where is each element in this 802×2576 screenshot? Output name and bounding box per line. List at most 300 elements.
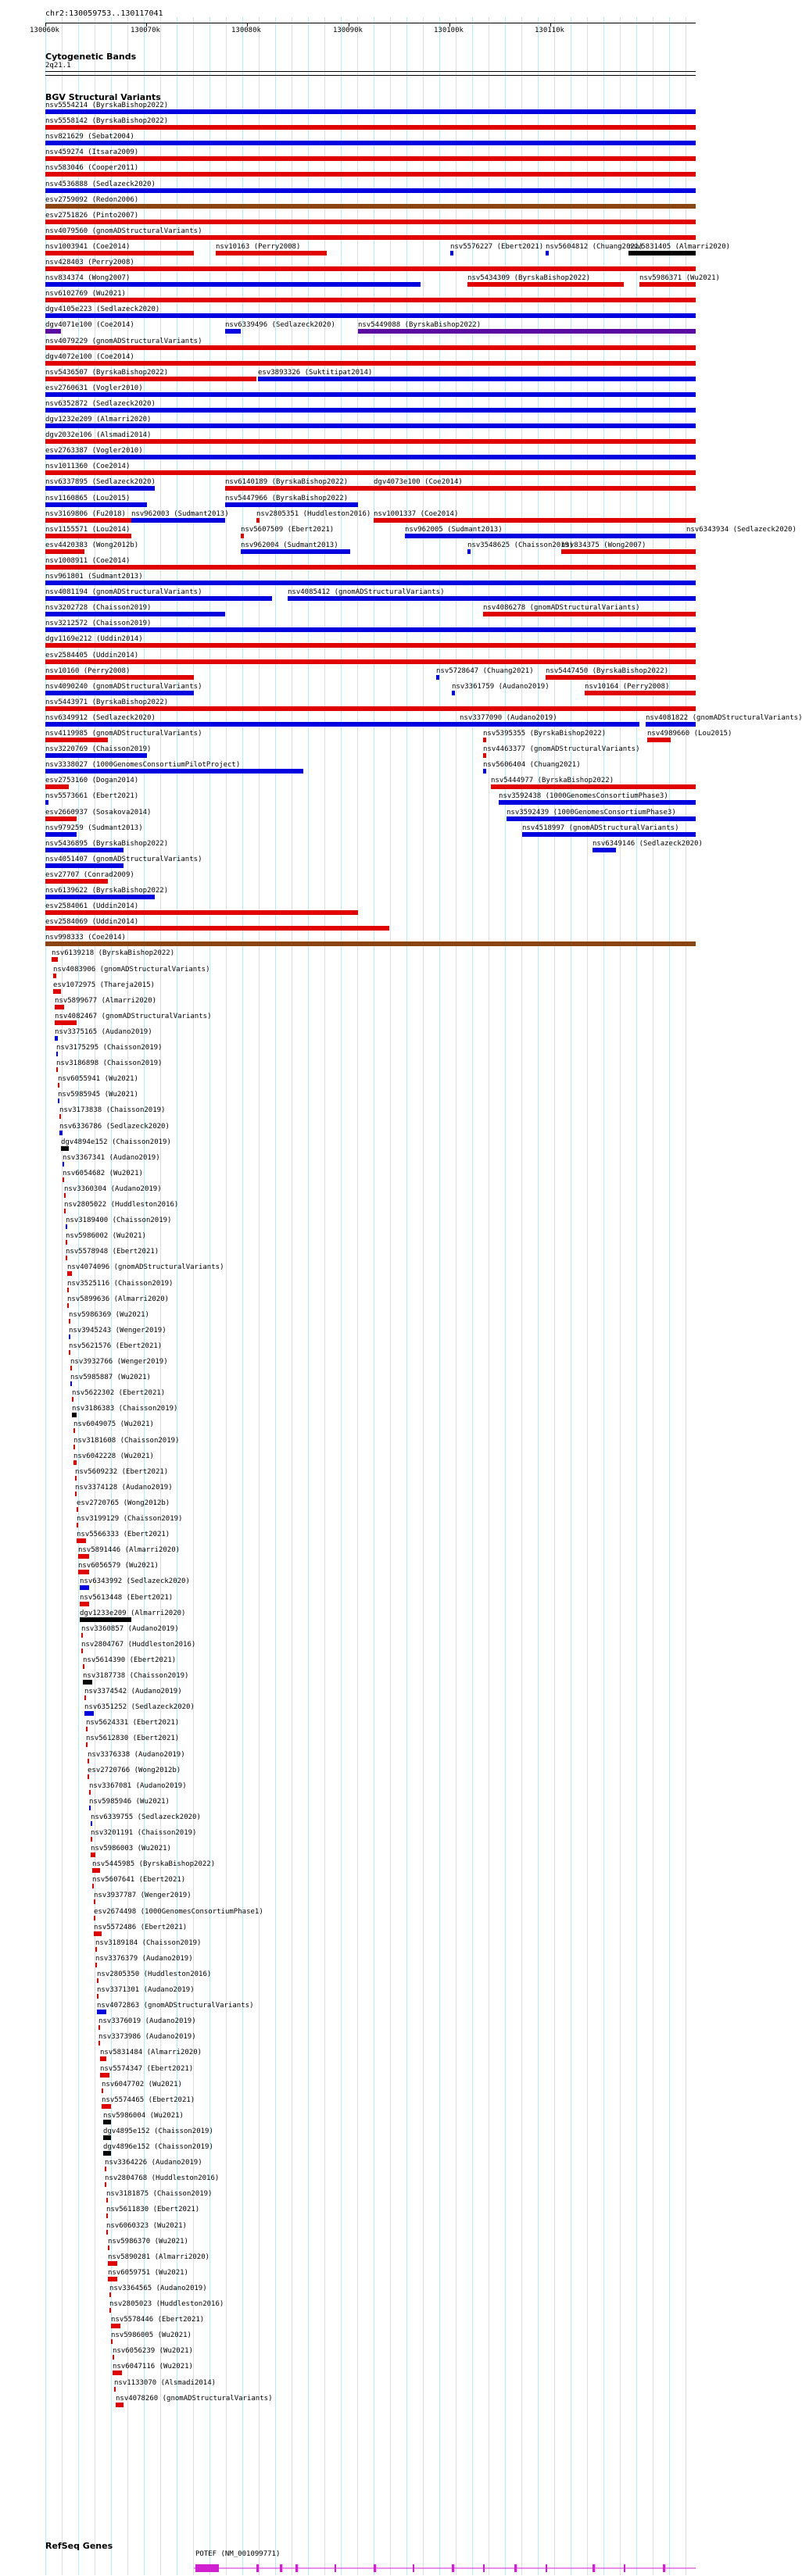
sv-feature-bar[interactable] [114,2387,116,2392]
sv-feature-bar[interactable] [499,800,696,805]
sv-feature-label[interactable]: nsv6102769 (Wu2021) [45,290,126,298]
sv-feature-bar[interactable] [105,2182,106,2187]
sv-feature-bar[interactable] [67,1303,69,1308]
sv-feature-label[interactable]: nsv10163 (Perry2008) [216,242,301,251]
sv-feature-bar[interactable] [45,204,696,209]
sv-feature-bar[interactable] [100,2073,109,2078]
sv-feature-label[interactable]: nsv5578446 (Ebert2021) [111,2316,205,2324]
sv-feature-label[interactable]: nsv6349912 (Sedlazeck2020) [45,713,156,722]
sv-feature-bar[interactable] [86,1727,88,1731]
sv-feature-bar[interactable] [483,753,486,758]
sv-feature-bar[interactable] [45,784,69,789]
sv-feature-label[interactable]: nsv6047116 (Wu2021) [113,2363,193,2371]
sv-feature-label[interactable]: nsv4463377 (gnomADStructuralVariants) [483,745,640,754]
sv-feature-label[interactable]: dgv4105e223 (Sedlazeck2020) [45,305,160,314]
sv-feature-label[interactable]: nsv961801 (Sudmant2013) [45,573,143,581]
sv-feature-bar[interactable] [45,769,303,774]
sv-feature-bar[interactable] [75,1476,77,1481]
sv-feature-label[interactable]: nsv3376019 (Audano2019) [98,2017,196,2026]
sv-feature-bar[interactable] [45,627,696,632]
sv-feature-bar[interactable] [45,345,696,350]
sv-feature-label[interactable]: nsv5558142 (ByrskaBishop2022) [45,117,169,126]
sv-feature-label[interactable]: nsv962004 (Sudmant2013) [241,541,338,549]
sv-feature-label[interactable]: nsv3199129 (Chaisson2019) [77,1515,183,1523]
sv-feature-bar[interactable] [45,832,77,837]
sv-feature-bar[interactable] [45,188,696,193]
sv-feature-label[interactable]: nsv6139622 (ByrskaBishop2022) [45,887,169,895]
sv-feature-bar[interactable] [95,1963,97,1967]
sv-feature-label[interactable]: nsv6343992 (Sedlazeck2020) [80,1577,190,1586]
sv-feature-label[interactable]: nsv1008911 (Coe2014) [45,556,131,565]
sv-feature-bar[interactable] [53,974,56,978]
sv-feature-label[interactable]: nsv2805350 (Huddleston2016) [97,1970,212,1978]
sv-feature-label[interactable]: nsv4083906 (gnomADStructuralVariants) [53,965,210,974]
sv-feature-label[interactable]: nsv5890281 (Almarri2020) [108,2253,210,2261]
sv-feature-label[interactable]: dgv4072e100 (Coe2014) [45,352,134,361]
sv-feature-bar[interactable] [467,282,624,287]
sv-feature-bar[interactable] [45,125,696,130]
sv-feature-label[interactable]: nsv5447966 (ByrskaBishop2022) [225,494,349,502]
sv-feature-label[interactable]: nsv3374128 (Audano2019) [75,1483,173,1492]
sv-feature-label[interactable]: nsv459274 (Itsara2009) [45,148,139,157]
sv-feature-bar[interactable] [66,1240,67,1245]
sv-feature-bar[interactable] [452,691,455,695]
sv-feature-label[interactable]: nsv3367081 (Audano2019) [89,1781,187,1790]
sv-feature-label[interactable]: nsv3367341 (Audano2019) [63,1153,160,1162]
sv-feature-label[interactable]: nsv5622302 (Ebert2021) [72,1389,166,1398]
sv-feature-label[interactable]: nsv1003941 (Coe2014) [45,242,131,251]
sv-feature-bar[interactable] [45,141,696,145]
sv-feature-bar[interactable] [483,738,486,742]
sv-feature-bar[interactable] [45,691,194,695]
sv-feature-bar[interactable] [45,220,696,224]
sv-feature-label[interactable]: nsv6060323 (Wu2021) [106,2221,187,2230]
sv-feature-bar[interactable] [70,1366,72,1370]
sv-feature-bar[interactable] [102,2104,111,2109]
sv-feature-bar[interactable] [45,266,696,271]
sv-feature-label[interactable]: nsv5576227 (Ebert2021) [450,242,544,251]
sv-feature-bar[interactable] [546,675,696,680]
sv-feature-label[interactable]: nsv3376379 (Audano2019) [95,1954,193,1963]
sv-feature-label[interactable]: nsv6336786 (Sedlazeck2020) [59,1122,170,1131]
sv-feature-label[interactable]: nsv6339755 (Sedlazeck2020) [91,1813,201,1821]
sv-feature-bar[interactable] [45,361,696,366]
sv-feature-bar[interactable] [45,408,696,413]
sv-feature-bar[interactable] [72,1397,73,1402]
sv-feature-bar[interactable] [45,863,124,868]
sv-feature-bar[interactable] [546,251,549,255]
sv-feature-label[interactable]: esv2584405 (Uddin2014) [45,651,139,659]
sv-feature-bar[interactable] [58,1083,59,1088]
sv-feature-bar[interactable] [45,800,48,805]
sv-feature-label[interactable]: nsv4119985 (gnomADStructuralVariants) [45,730,202,738]
sv-feature-bar[interactable] [45,392,696,397]
sv-feature-label[interactable]: dgv4071e100 (Coe2014) [45,321,134,330]
sv-feature-bar[interactable] [106,2213,108,2218]
sv-feature-label[interactable]: nsv5728647 (Chuang2021) [436,666,534,675]
sv-feature-bar[interactable] [86,1742,88,1747]
sv-feature-bar[interactable] [436,675,439,680]
sv-feature-bar[interactable] [585,691,696,695]
sv-feature-bar[interactable] [56,1067,58,1072]
sv-feature-bar[interactable] [103,2135,111,2140]
sv-feature-label[interactable]: nsv6351252 (Sedlazeck2020) [84,1703,195,1712]
sv-feature-bar[interactable] [45,377,256,381]
sv-feature-bar[interactable] [45,659,696,664]
sv-feature-bar[interactable] [77,1523,78,1527]
sv-feature-label[interactable]: nsv5443971 (ByrskaBishop2022) [45,698,169,706]
sv-feature-bar[interactable] [95,1947,97,1952]
sv-feature-label[interactable]: nsv5986002 (Wu2021) [66,1232,146,1241]
sv-feature-label[interactable]: nsv2804768 (Huddleston2016) [105,2174,220,2183]
sv-feature-bar[interactable] [483,769,486,774]
sv-feature-bar[interactable] [103,2120,111,2124]
sv-feature-bar[interactable] [131,518,225,523]
sv-feature-label[interactable]: nsv1011360 (Coe2014) [45,463,131,471]
sv-feature-label[interactable]: nsv6055941 (Wu2021) [58,1075,138,1084]
sv-feature-bar[interactable] [59,1131,63,1135]
sv-feature-bar[interactable] [45,502,147,507]
sv-feature-bar[interactable] [88,1774,89,1779]
sv-feature-bar[interactable] [460,722,639,727]
sv-feature-bar[interactable] [84,1695,86,1700]
sv-feature-bar[interactable] [374,486,696,491]
sv-feature-label[interactable]: nsv5578948 (Ebert2021) [66,1248,159,1256]
sv-feature-bar[interactable] [45,895,155,899]
sv-feature-label[interactable]: nsv3377090 (Audano2019) [460,713,557,722]
sv-feature-label[interactable]: esv2753160 (Dogan2014) [45,777,139,785]
sv-feature-bar[interactable] [92,1868,100,1873]
sv-feature-label[interactable]: nsv10164 (Perry2008) [585,682,670,691]
sv-feature-bar[interactable] [45,643,696,648]
sv-feature-bar[interactable] [45,439,696,444]
sv-feature-label[interactable]: esv2720765 (Wong2012b) [77,1499,170,1507]
sv-feature-bar[interactable] [45,675,194,680]
sv-feature-label[interactable]: nsv834375 (Wong2007) [561,541,646,549]
sv-feature-bar[interactable] [45,235,696,240]
sv-feature-label[interactable]: nsv5621576 (Ebert2021) [69,1342,163,1350]
sv-feature-bar[interactable] [225,329,241,334]
sv-feature-label[interactable]: nsv6349146 (Sedlazeck2020) [593,839,703,848]
sv-feature-bar[interactable] [45,298,696,302]
sv-feature-bar[interactable] [58,1099,59,1103]
sv-feature-bar[interactable] [73,1428,75,1433]
sv-feature-bar[interactable] [78,1554,89,1559]
sv-feature-bar[interactable] [109,2308,111,2313]
sv-feature-bar[interactable] [45,518,131,523]
sv-feature-label[interactable]: nsv5573661 (Ebert2021) [45,792,139,801]
sv-feature-label[interactable]: nsv6059751 (Wu2021) [108,2268,188,2277]
sv-feature-label[interactable]: esv4420383 (Wong2012b) [45,541,139,549]
sv-feature-bar[interactable] [97,2010,106,2014]
sv-feature-bar[interactable] [83,1664,84,1669]
sv-feature-bar[interactable] [45,470,696,475]
sv-feature-label[interactable]: nsv5436507 (ByrskaBishop2022) [45,368,169,377]
sv-feature-bar[interactable] [92,1884,94,1888]
sv-feature-label[interactable]: esv2759092 (Redon2006) [45,195,139,204]
sv-feature-label[interactable]: nsv5891446 (Almarri2020) [78,1546,181,1555]
sv-feature-bar[interactable] [450,251,453,255]
sv-track-title[interactable]: BGV Structural Variants [45,92,161,102]
sv-feature-bar[interactable] [45,423,696,428]
sv-feature-label[interactable]: nsv5611830 (Ebert2021) [106,2206,200,2214]
sv-feature-label[interactable]: nsv3181608 (Chaisson2019) [73,1436,180,1445]
sv-feature-bar[interactable] [593,848,616,852]
sv-feature-label[interactable]: nsv2804767 (Huddleston2016) [81,1640,196,1649]
sv-feature-label[interactable]: nsv583046 (Cooper2011) [45,164,139,173]
sv-feature-label[interactable]: nsv5607509 (Ebert2021) [241,525,335,534]
sv-feature-bar[interactable] [91,1821,92,1826]
sv-feature-label[interactable]: esv2584069 (Uddin2014) [45,918,139,927]
sv-feature-label[interactable]: esv2660937 (Sosakova2014) [45,808,152,816]
sv-feature-label[interactable]: nsv5445985 (ByrskaBishop2022) [92,1860,216,1869]
sv-feature-bar[interactable] [88,1759,89,1763]
sv-feature-bar[interactable] [45,486,155,491]
sv-feature-label[interactable]: nsv834374 (Wong2007) [45,274,131,283]
sv-feature-label[interactable]: nsv6049075 (Wu2021) [73,1420,154,1429]
sv-feature-label[interactable]: nsv5612830 (Ebert2021) [86,1735,180,1743]
sv-feature-label[interactable]: nsv4081194 (gnomADStructuralVariants) [45,588,202,597]
sv-feature-label[interactable]: nsv10160 (Perry2008) [45,666,131,675]
sv-feature-label[interactable]: nsv5607641 (Ebert2021) [92,1876,186,1885]
sv-feature-bar[interactable] [491,784,696,789]
sv-feature-label[interactable]: nsv3186898 (Chaisson2019) [56,1059,163,1068]
sv-feature-bar[interactable] [358,329,696,334]
sv-feature-bar[interactable] [80,1617,131,1622]
sv-feature-bar[interactable] [91,1853,95,1857]
sv-feature-bar[interactable] [108,2261,117,2266]
sv-feature-label[interactable]: nsv3364565 (Audano2019) [109,2284,207,2292]
sv-feature-label[interactable]: dgv1232e209 (Almarri2020) [45,416,152,423]
sv-feature-label[interactable]: nsv1160865 (Lou2015) [45,494,131,502]
sv-feature-label[interactable]: nsv4079229 (gnomADStructuralVariants) [45,337,202,345]
sv-feature-bar[interactable] [45,581,696,585]
sv-feature-label[interactable]: nsv3376338 (Audano2019) [88,1750,185,1759]
sv-feature-label[interactable]: nsv2805023 (Huddleston2016) [109,2300,224,2308]
sv-feature-bar[interactable] [105,2167,106,2171]
sv-feature-bar[interactable] [69,1319,70,1324]
sv-feature-bar[interactable] [66,1256,67,1260]
sv-feature-label[interactable]: nsv4086278 (gnomADStructuralVariants) [483,604,640,613]
sv-feature-label[interactable]: nsv5609232 (Ebert2021) [75,1467,169,1476]
sv-feature-bar[interactable] [639,282,696,287]
sv-feature-bar[interactable] [45,753,147,758]
sv-feature-bar[interactable] [258,377,696,381]
sv-feature-label[interactable]: nsv3374542 (Audano2019) [84,1688,182,1696]
sv-feature-label[interactable]: nsv6343934 (Sedlazeck2020) [686,525,797,534]
sv-feature-label[interactable]: nsv428403 (Perry2008) [45,259,134,266]
gene-model[interactable] [45,2561,696,2571]
sv-feature-label[interactable]: esv2751826 (Pinto2007) [45,211,139,220]
sv-feature-bar[interactable] [483,612,696,616]
sv-feature-label[interactable]: esv27707 (Conrad2009) [45,870,134,879]
sv-feature-bar[interactable] [66,1224,67,1229]
sv-feature-label[interactable]: nsv5899677 (Almarri2020) [55,996,157,1005]
sv-feature-label[interactable]: nsv5574465 (Ebert2021) [102,2095,195,2104]
sv-feature-bar[interactable] [108,2277,117,2281]
sv-feature-bar[interactable] [84,1711,94,1716]
sv-feature-label[interactable]: dgv4896e152 (Chaisson2019) [103,2143,213,2151]
sv-feature-bar[interactable] [225,486,374,491]
sv-feature-label[interactable]: nsv5986005 (Wu2021) [111,2331,192,2340]
sv-feature-bar[interactable] [256,518,260,523]
sv-feature-label[interactable]: nsv6047702 (Wu2021) [102,2080,182,2088]
sv-feature-label[interactable]: nsv6352872 (Sedlazeck2020) [45,399,156,408]
sv-feature-bar[interactable] [64,1209,66,1213]
sv-feature-bar[interactable] [405,534,686,538]
sv-feature-label[interactable]: nsv3189184 (Chaisson2019) [95,1938,202,1947]
sv-feature-bar[interactable] [216,251,327,255]
sv-feature-label[interactable]: nsv3360857 (Audano2019) [81,1624,179,1633]
sv-feature-label[interactable]: nsv6140189 (ByrskaBishop2022) [225,478,349,487]
sv-feature-label[interactable]: nsv5444977 (ByrskaBishop2022) [491,777,614,785]
sv-feature-bar[interactable] [78,1570,89,1574]
sv-feature-bar[interactable] [67,1271,72,1276]
sv-feature-label[interactable]: nsv4085412 (gnomADStructuralVariants) [288,588,445,597]
sv-feature-bar[interactable] [45,313,696,318]
sv-feature-label[interactable]: nsv5624331 (Ebert2021) [86,1719,180,1727]
sv-feature-label[interactable]: nsv6337895 (Sedlazeck2020) [45,478,156,487]
sv-feature-bar[interactable] [81,1633,83,1638]
sv-feature-label[interactable]: nsv3212572 (Chaisson2019) [45,620,152,628]
sv-feature-label[interactable]: nsv5434309 (ByrskaBishop2022) [467,274,591,283]
sv-feature-label[interactable]: nsv5986369 (Wu2021) [69,1310,149,1319]
sv-feature-bar[interactable] [45,941,696,946]
sv-feature-bar[interactable] [241,549,350,554]
sv-feature-bar[interactable] [109,2292,111,2297]
sv-feature-bar[interactable] [45,596,272,601]
sv-feature-label[interactable]: dgv1169e212 (Uddin2014) [45,635,143,644]
sv-feature-bar[interactable] [69,1350,70,1355]
sv-feature-bar[interactable] [45,109,696,114]
sv-feature-bar[interactable] [56,1052,58,1056]
sv-feature-bar[interactable] [45,738,108,742]
sv-feature-bar[interactable] [63,1162,64,1167]
sv-feature-bar[interactable] [561,549,696,554]
sv-feature-label[interactable]: nsv5572486 (Ebert2021) [94,1923,188,1931]
sv-feature-label[interactable]: dgv4894e152 (Chaisson2019) [61,1138,171,1146]
sv-feature-label[interactable]: esv2584061 (Uddin2014) [45,902,139,911]
sv-feature-bar[interactable] [89,1806,91,1810]
sv-feature-label[interactable]: nsv1001337 (Coe2014) [374,509,459,518]
sv-feature-bar[interactable] [94,1899,95,1904]
sv-feature-label[interactable]: nsv5566333 (Ebert2021) [77,1531,170,1539]
sv-feature-bar[interactable] [111,2324,120,2328]
sv-feature-bar[interactable] [52,957,58,962]
sv-feature-label[interactable]: nsv5985945 (Wu2021) [58,1091,138,1099]
sv-feature-label[interactable]: nsv3592438 (1000GenomesConsortiumPhase3) [499,792,668,801]
sv-feature-label[interactable]: nsv3932766 (Wenger2019) [70,1358,168,1366]
sv-feature-label[interactable]: nsv3371301 (Audano2019) [97,1986,195,1994]
sv-feature-bar[interactable] [467,549,471,554]
sv-feature-bar[interactable] [73,1460,77,1465]
sv-feature-bar[interactable] [98,2041,100,2045]
sv-feature-bar[interactable] [45,329,61,334]
sv-feature-label[interactable]: nsv4081822 (gnomADStructuralVariants) [646,713,802,722]
sv-feature-label[interactable]: nsv4072863 (gnomADStructuralVariants) [97,2002,254,2010]
sv-feature-label[interactable]: nsv3202728 (Chaisson2019) [45,604,152,613]
sv-feature-bar[interactable] [113,2371,122,2375]
sv-feature-bar[interactable] [83,1680,92,1685]
sv-feature-bar[interactable] [72,1413,77,1417]
sv-feature-bar[interactable] [73,1445,75,1449]
sv-feature-label[interactable]: nsv5614390 (Ebert2021) [83,1656,177,1664]
sv-feature-label[interactable]: nsv3201191 (Chaisson2019) [91,1829,197,1837]
sv-feature-bar[interactable] [45,565,696,570]
sv-feature-bar[interactable] [106,2230,108,2235]
sv-feature-label[interactable]: nsv3937787 (Wenger2019) [94,1892,192,1900]
sv-feature-label[interactable]: nsv5831405 (Almarri2020) [628,242,731,251]
sv-feature-bar[interactable] [61,1146,69,1151]
sv-feature-bar[interactable] [686,534,696,538]
sv-feature-bar[interactable] [45,722,460,727]
sv-feature-bar[interactable] [80,1585,89,1590]
sv-feature-bar[interactable] [45,816,77,821]
sv-feature-bar[interactable] [116,2403,124,2407]
sv-feature-label[interactable]: nsv6139218 (ByrskaBishop2022) [52,949,175,958]
sv-feature-label[interactable]: nsv3181875 (Chaisson2019) [106,2190,213,2199]
sv-feature-bar[interactable] [45,848,124,852]
sv-feature-label[interactable]: esv2674498 (1000GenomesConsortiumPhase1) [94,1907,263,1916]
sv-feature-label[interactable]: nsv3173838 (Chaisson2019) [59,1106,166,1115]
sv-feature-bar[interactable] [100,2056,106,2061]
sv-feature-bar[interactable] [63,1177,64,1182]
sv-feature-label[interactable]: nsv3169806 (Fu2018) [45,509,126,518]
sv-feature-label[interactable]: nsv3189400 (Chaisson2019) [66,1217,172,1225]
sv-feature-bar[interactable] [59,1114,61,1119]
sv-feature-bar[interactable] [70,1381,72,1386]
sv-feature-label[interactable]: esv2763387 (Vogler2010) [45,447,143,456]
sv-feature-bar[interactable] [94,1931,102,1936]
sv-feature-label[interactable]: dgv1233e209 (Almarri2020) [80,1609,186,1617]
sv-feature-bar[interactable] [67,1288,69,1292]
sv-feature-bar[interactable] [64,1193,66,1198]
sv-feature-label[interactable]: nsv6042228 (Wu2021) [73,1452,154,1460]
sv-feature-bar[interactable] [55,1005,64,1009]
sv-feature-label[interactable]: nsv6054682 (Wu2021) [63,1169,143,1177]
sv-feature-bar[interactable] [103,2151,111,2156]
sv-feature-label[interactable]: nsv3360304 (Audano2019) [64,1184,162,1193]
sv-feature-label[interactable]: nsv998333 (Coe2014) [45,934,126,942]
sv-feature-label[interactable]: nsv5395355 (ByrskaBishop2022) [483,730,607,738]
sv-feature-bar[interactable] [98,2025,100,2030]
sv-feature-bar[interactable] [45,251,194,255]
sv-feature-bar[interactable] [45,172,696,177]
sv-feature-bar[interactable] [102,2088,103,2093]
sv-feature-label[interactable]: nsv4079560 (gnomADStructuralVariants) [45,227,202,235]
sv-feature-bar[interactable] [374,518,696,523]
sv-feature-label[interactable]: nsv3373986 (Audano2019) [98,2033,196,2042]
sv-feature-label[interactable]: nsv6339496 (Sedlazeck2020) [225,321,335,330]
gene-label[interactable]: POTEF (NM_001099771) [195,2550,281,2558]
sv-feature-label[interactable]: nsv5899636 (Almarri2020) [67,1295,170,1303]
sv-feature-bar[interactable] [241,534,244,538]
sv-feature-label[interactable]: esv2720766 (Wong2012b) [88,1766,181,1774]
sv-feature-label[interactable]: nsv4536888 (Sedlazeck2020) [45,180,156,188]
sv-feature-label[interactable]: nsv3220769 (Chaisson2019) [45,745,152,754]
sv-feature-bar[interactable] [45,549,84,554]
sv-feature-label[interactable]: nsv5986370 (Wu2021) [108,2237,188,2246]
sv-feature-bar[interactable] [55,1020,77,1025]
sv-feature-bar[interactable] [45,156,696,161]
sv-feature-label[interactable]: nsv5986371 (Wu2021) [639,274,720,283]
cytoband-track-title[interactable]: Cytogenetic Bands [45,52,137,62]
sv-feature-label[interactable]: nsv4090240 (gnomADStructuralVariants) [45,682,202,691]
sv-feature-bar[interactable] [646,722,696,727]
sv-feature-bar[interactable] [91,1837,92,1842]
sv-feature-label[interactable]: nsv4989660 (Lou2015) [647,730,732,738]
sv-feature-bar[interactable] [80,1602,89,1606]
